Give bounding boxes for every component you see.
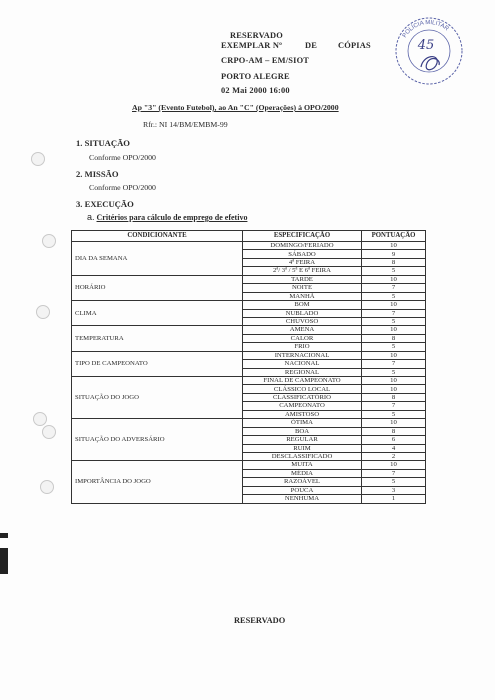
condition-cell: TIPO DE CAMPEONATO: [72, 351, 243, 376]
table-row: [72, 326, 426, 334]
specification-cell: MANHÃ: [243, 292, 362, 300]
criteria-table-header: [72, 231, 426, 242]
points-cell: 6: [362, 436, 426, 444]
points-cell: 5: [362, 478, 426, 486]
points-cell: 1: [362, 495, 426, 503]
points-cell: 10: [362, 275, 426, 283]
unit-line: CRPO-AM – EM/SIOT: [221, 56, 310, 65]
points-cell: 5: [362, 343, 426, 351]
specification-cell: RAZOÁVEL: [243, 478, 362, 486]
reference-line: Rfr.: NI 14/BM/EMBM-99: [143, 120, 228, 129]
points-cell: 8: [362, 427, 426, 435]
points-cell: 10: [362, 377, 426, 385]
classification-bottom: RESERVADO: [234, 616, 286, 625]
specification-cell: NUBLADO: [243, 309, 362, 317]
binder-hole-lower: [36, 305, 50, 319]
table-row: [72, 461, 426, 469]
specification-cell: CHUVOSO: [243, 317, 362, 325]
specification-cell: FINAL DE CAMPEONATO: [243, 377, 362, 385]
specification-cell: DOMINGO/FERIADO: [243, 242, 362, 250]
points-cell: 5: [362, 317, 426, 325]
points-cell: 8: [362, 258, 426, 266]
specification-cell: CLASSIFICATÓRIO: [243, 393, 362, 401]
points-cell: 10: [362, 385, 426, 393]
points-cell: 10: [362, 461, 426, 469]
official-seal-stamp: [393, 15, 465, 87]
section-3-title: 3. EXECUÇÃO: [76, 199, 134, 209]
table-row: [72, 351, 426, 359]
section-3a-heading: [87, 212, 247, 222]
points-cell: 3: [362, 486, 426, 494]
table-row: [72, 377, 426, 385]
scan-edge-mark-1: [0, 533, 8, 538]
points-cell: 7: [362, 360, 426, 368]
binder-hole-bottom: [40, 480, 54, 494]
points-cell: 8: [362, 393, 426, 401]
section-1-title: 1. SITUAÇÃO: [76, 138, 130, 148]
specification-cell: 4ª FEIRA: [243, 258, 362, 266]
exemplar-copias: CÓPIAS: [338, 41, 371, 50]
scan-edge-mark-2: [0, 548, 8, 574]
specification-cell: DESCLASSIFICADO: [243, 452, 362, 460]
specification-cell: CLÁSSICO LOCAL: [243, 385, 362, 393]
seal-ring-text: POLÍCIA MILITAR: [401, 19, 450, 40]
condition-cell: CLIMA: [72, 301, 243, 326]
table-row: [72, 301, 426, 309]
specification-cell: INTERNACIONAL: [243, 351, 362, 359]
criteria-table: [71, 230, 426, 504]
specification-cell: NOITE: [243, 284, 362, 292]
exemplar-de: DE: [305, 41, 318, 50]
points-cell: 2: [362, 452, 426, 460]
specification-cell: SÁBADO: [243, 250, 362, 258]
header-especificacao: ESPECIFICAÇÃO: [243, 231, 362, 242]
binder-hole-middle: [42, 234, 56, 248]
classification-top: RESERVADO: [230, 31, 284, 40]
specification-cell: 2ª/ 3ª / 5ª E 6ª FEIRA: [243, 267, 362, 275]
specification-cell: MUITA: [243, 461, 362, 469]
points-cell: 7: [362, 469, 426, 477]
section-2-title: 2. MISSÃO: [76, 169, 119, 179]
specification-cell: FRIO: [243, 343, 362, 351]
header-condicionante: CONDICIONANTE: [72, 231, 243, 242]
specification-cell: POUCA: [243, 486, 362, 494]
section-2-text: Conforme OPO/2000: [89, 183, 156, 192]
section-1-text: Conforme OPO/2000: [89, 153, 156, 162]
condition-cell: DIA DA SEMANA: [72, 242, 243, 276]
condition-cell: IMPORTÂNCIA DO JOGO: [72, 461, 243, 503]
points-cell: 7: [362, 309, 426, 317]
binder-hole-pair-1: [33, 412, 47, 426]
specification-cell: NACIONAL: [243, 360, 362, 368]
points-cell: 4: [362, 444, 426, 452]
specification-cell: NENHUMA: [243, 495, 362, 503]
section-3a-letter: a.: [87, 212, 95, 222]
points-cell: 5: [362, 410, 426, 418]
specification-cell: CAMPEONATO: [243, 402, 362, 410]
datetime-line: 02 Mai 2000 16:00: [221, 86, 290, 95]
specification-cell: RUIM: [243, 444, 362, 452]
specification-cell: REGIONAL: [243, 368, 362, 376]
points-cell: 7: [362, 402, 426, 410]
specification-cell: CALOR: [243, 334, 362, 342]
points-cell: 10: [362, 242, 426, 250]
points-cell: 10: [362, 301, 426, 309]
specification-cell: TARDE: [243, 275, 362, 283]
points-cell: 10: [362, 326, 426, 334]
table-row: [72, 242, 426, 250]
condition-cell: SITUAÇÃO DO JOGO: [72, 377, 243, 419]
handwritten-signature: [421, 57, 439, 70]
binder-hole-top: [31, 152, 45, 166]
section-3a-text: Critérios para cálculo de emprego de efetivo: [96, 213, 248, 222]
city-line: PORTO ALEGRE: [221, 72, 290, 81]
points-cell: 5: [362, 368, 426, 376]
header-pontuacao: PONTUAÇÃO: [362, 231, 426, 242]
points-cell: 7: [362, 284, 426, 292]
points-cell: 5: [362, 292, 426, 300]
points-cell: 8: [362, 334, 426, 342]
specification-cell: ÓTIMA: [243, 419, 362, 427]
seal-handwritten-number: 45: [417, 38, 435, 53]
points-cell: 10: [362, 351, 426, 359]
specification-cell: REGULAR: [243, 436, 362, 444]
points-cell: 9: [362, 250, 426, 258]
condition-cell: HORÁRIO: [72, 275, 243, 300]
table-row: [72, 419, 426, 427]
specification-cell: BOM: [243, 301, 362, 309]
exemplar-label: EXEMPLAR Nº: [221, 41, 283, 50]
specification-cell: MÉDIA: [243, 469, 362, 477]
criteria-table-body: [72, 242, 426, 504]
specification-cell: AMISTOSO: [243, 410, 362, 418]
points-cell: 10: [362, 419, 426, 427]
subject-line: Ap "3" (Evento Futebol), ao An "C" (Operações) à OPO/2000: [132, 103, 339, 112]
specification-cell: BOA: [243, 427, 362, 435]
table-row: [72, 275, 426, 283]
condition-cell: TEMPERATURA: [72, 326, 243, 351]
points-cell: 5: [362, 267, 426, 275]
specification-cell: AMENA: [243, 326, 362, 334]
condition-cell: SITUAÇÃO DO ADVERSÁRIO: [72, 419, 243, 461]
binder-hole-pair-2: [42, 425, 56, 439]
